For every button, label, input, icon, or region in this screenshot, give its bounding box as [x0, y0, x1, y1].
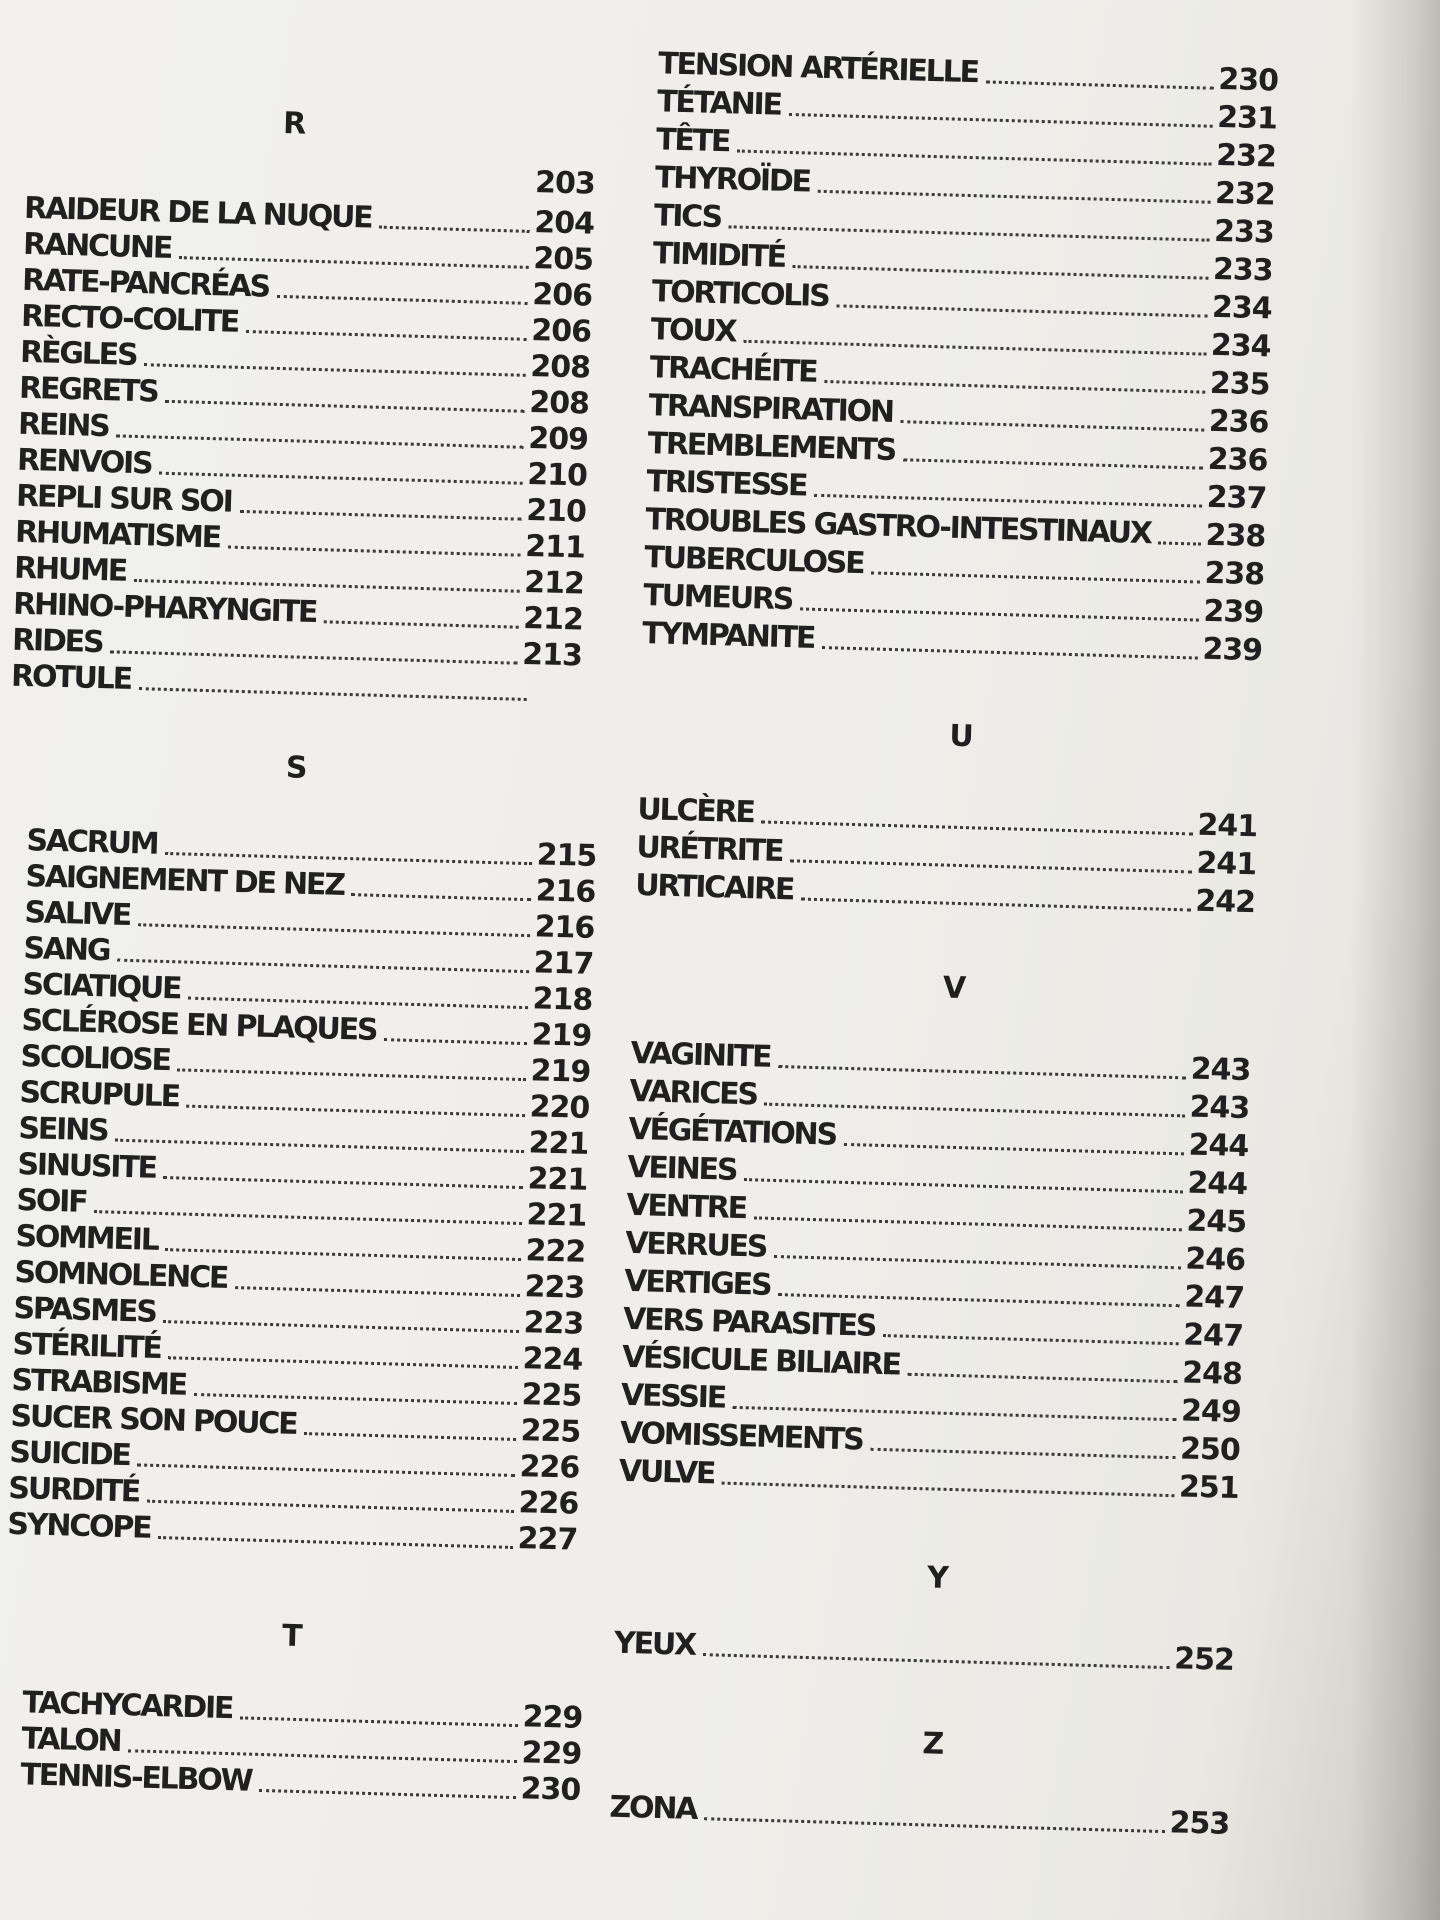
index-entry: URTICAIRE 242 — [634, 867, 1256, 921]
section-heading-v: V — [942, 970, 967, 1007]
index-entry: TICS 233 — [653, 198, 1275, 251]
index-entry: TRANSPIRATION 236 — [648, 388, 1269, 441]
index-entry: SURDITÉ 226 — [7, 1470, 579, 1522]
index-entry: SPASMES 223 — [12, 1290, 584, 1342]
index-entry: RHUME 212 — [13, 550, 585, 602]
section-heading-z: Z — [922, 1726, 945, 1762]
section-heading-y: Y — [926, 1560, 950, 1596]
index-entry: TÊTE 232 — [655, 122, 1277, 175]
index-entry: STÉRILITÉ 224 — [11, 1326, 583, 1378]
page-number-float: 203 — [534, 165, 596, 202]
index-entry: VERS PARASITES 247 — [622, 1301, 1244, 1355]
index-entry: RAIDEUR DE LA NUQUE 204 — [23, 190, 595, 242]
page-edge-shadow — [1350, 0, 1440, 1920]
index-entry: VEINES 244 — [626, 1149, 1248, 1203]
index-entry: RÈGLES 208 — [19, 334, 591, 386]
index-entry: SCLÉROSE EN PLAQUES 219 — [21, 1003, 592, 1054]
index-entry: VOMISSEMENTS 250 — [619, 1415, 1241, 1469]
section-heading-t: T — [281, 1618, 304, 1655]
index-entry: STRABISME 225 — [10, 1362, 582, 1414]
index-entry: TRACHÉITE 235 — [649, 350, 1270, 403]
index-entry: VERTIGES 247 — [623, 1263, 1245, 1317]
index-entry: SACRUM 215 — [26, 823, 597, 874]
index-entry: THYROÏDE 232 — [654, 160, 1276, 213]
index-entry: SOMMEIL 222 — [14, 1218, 586, 1270]
index-entry: RENVOIS 210 — [16, 442, 588, 494]
index-entry: ROTULE — [11, 659, 532, 710]
index-entry: SCIATIQUE 218 — [22, 967, 593, 1018]
index-entry: TENNIS-ELBOW 230 — [19, 1757, 581, 1808]
index-column-right — [596, 0, 1319, 1920]
index-entry: TYMPANITE 239 — [641, 616, 1263, 669]
index-entry: TUBERCULOSE 238 — [643, 540, 1265, 593]
index-entry: TÉTANIE 231 — [656, 84, 1278, 137]
index-entry: SALIVE 216 — [24, 895, 595, 946]
index-entry: REINS 209 — [17, 406, 589, 458]
index-column-left — [0, 0, 640, 1920]
index-entry: RECTO-COLITE 206 — [20, 298, 592, 350]
index-entry: SOIF 221 — [15, 1182, 587, 1234]
index-entry: VENTRE 245 — [625, 1187, 1247, 1241]
index-entry: VÉSICULE BILIAIRE 248 — [621, 1339, 1243, 1393]
index-entry: RATE-PANCRÉAS 206 — [21, 262, 593, 314]
section-heading-r: R — [282, 105, 307, 142]
section-heading-u: U — [948, 718, 975, 755]
index-entry: VÉGÉTATIONS 244 — [627, 1111, 1249, 1165]
index-entry: RIDES 213 — [11, 622, 583, 674]
index-entry: TENSION ARTÉRIELLE 230 — [657, 46, 1279, 99]
index-entry: REGRETS 208 — [18, 370, 590, 422]
index-entry: SUCER SON POUCE 225 — [9, 1398, 581, 1450]
section-heading-s: S — [285, 750, 308, 786]
index-entry: SAIGNEMENT DE NEZ 216 — [25, 859, 596, 910]
index-entry: VULVE 251 — [618, 1453, 1240, 1507]
index-entry: ZONA 253 — [609, 1789, 1230, 1842]
index-entry: SUICIDE 226 — [8, 1434, 580, 1486]
index-entry: TACHYCARDIE 229 — [21, 1685, 583, 1736]
index-entry: SOMNOLENCE 223 — [13, 1254, 585, 1306]
index-entry: SCRUPULE 220 — [19, 1074, 590, 1126]
index-entry: ULCÈRE 241 — [636, 791, 1258, 845]
index-entry: SINUSITE 221 — [17, 1146, 588, 1198]
index-entry: TUMEURS 239 — [642, 578, 1264, 631]
index-entry: RHUMATISME 211 — [14, 514, 586, 566]
index-entry: TREMBLEMENTS 236 — [647, 426, 1268, 479]
index-entry: SEINS 221 — [18, 1110, 589, 1162]
index-entry: VESSIE 249 — [620, 1377, 1242, 1431]
index-entry: YEUX 252 — [613, 1625, 1235, 1678]
index-entry: REPLI SUR SOI 210 — [15, 478, 587, 530]
index-entry: VARICES 243 — [629, 1073, 1250, 1127]
index-entry: SYNCOPE 227 — [6, 1506, 578, 1558]
index-entry: VERRUES 246 — [624, 1225, 1246, 1279]
index-entry: TRISTESSE 237 — [646, 464, 1267, 517]
index-entry: TOUX 234 — [650, 312, 1272, 365]
index-entry: TROUBLES GASTRO-INTESTINAUX 238 — [645, 502, 1266, 555]
index-entry: TALON 229 — [20, 1721, 582, 1772]
index-entry: SANG 217 — [23, 931, 594, 982]
index-entry: URÉTRITE 241 — [635, 829, 1257, 883]
index-entry: TORTICOLIS 234 — [651, 274, 1273, 327]
index-entry: RHINO-PHARYNGITE 212 — [12, 586, 584, 638]
index-entry: TIMIDITÉ 233 — [652, 236, 1274, 289]
index-entry: SCOLIOSE 219 — [20, 1038, 591, 1090]
index-entry: RANCUNE 205 — [22, 226, 594, 278]
index-entry: VAGINITE 243 — [630, 1035, 1251, 1089]
